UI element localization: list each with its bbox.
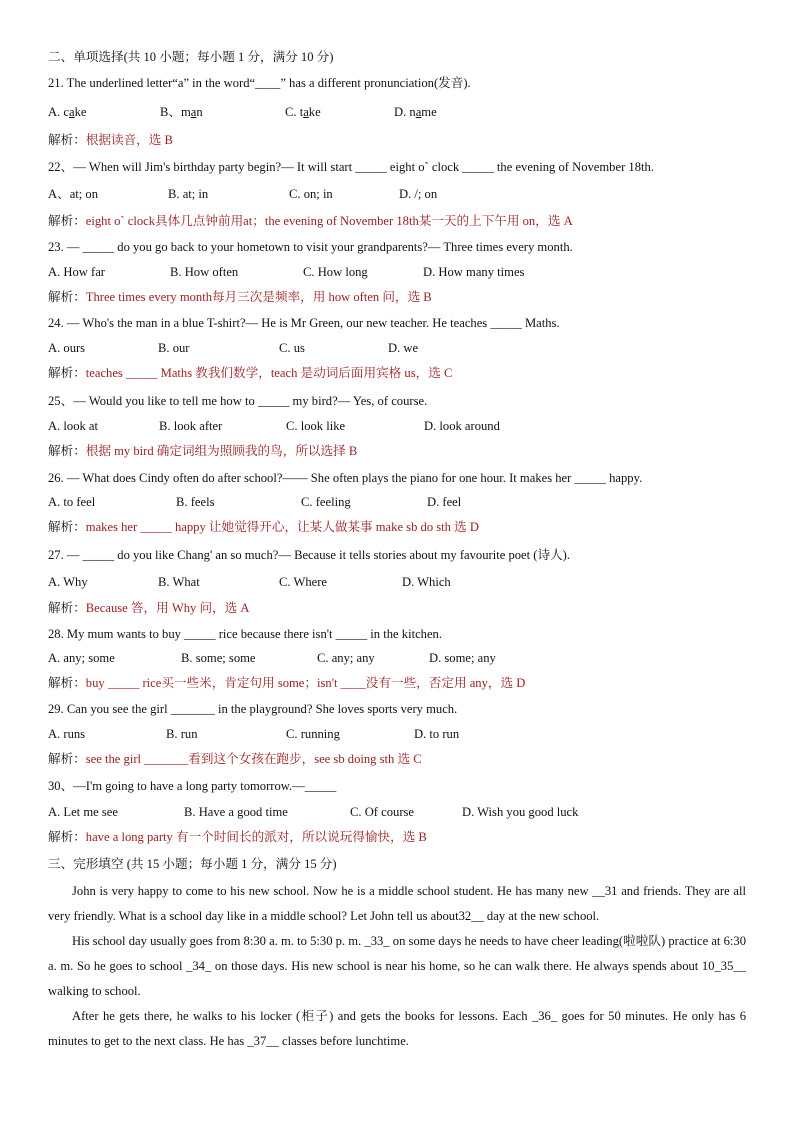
question-26-stem: 26. — What does Cindy often do after school?—— She often plays the piano for one hour. It makes her _____ happy. [48, 471, 643, 485]
option-b[interactable]: B、man [160, 105, 203, 119]
question-29-stem: 29. Can you see the girl _______ in the playground? She loves sports very much. [48, 702, 458, 716]
option-a[interactable]: A. ours [48, 341, 86, 355]
question-25-stem: 25、— Would you like to tell me how to _____ my bird?— Yes, of course. [48, 394, 428, 408]
option-b[interactable]: B. What [158, 575, 200, 589]
option-d[interactable]: D. Which [402, 575, 451, 589]
question-27-stem: 27. — _____ do you like Chang' an so much?— Because it tells stories about my favourite poet (诗人). [48, 548, 571, 562]
question-30-stem: 30、—I'm going to have a long party tomorrow.—_____ [48, 779, 337, 793]
option-a[interactable]: A. cake [48, 105, 87, 119]
option-a[interactable]: A. to feel [48, 495, 96, 509]
cloze-passage [48, 879, 746, 1054]
question-22-explanation: 解析：eight o` clock具体几点钟前用at；the evening of November 18th某一天的上下午用 on，选 A [48, 214, 573, 228]
option-c[interactable]: C. Where [279, 575, 328, 589]
question-28-stem: 28. My mum wants to buy _____ rice because there isn't _____ in the kitchen. [48, 627, 442, 641]
option-a[interactable]: A. any; some [48, 651, 115, 665]
option-c[interactable]: C. running [286, 727, 340, 741]
option-d[interactable]: D. Wish you good luck [462, 805, 579, 819]
question-23-stem: 23. — _____ do you go back to your hometown to visit your grandparents?— Three times every month. [48, 240, 573, 254]
question-21-explanation: 解析：根据读音，选 B [48, 133, 173, 147]
question-23-explanation: 解析：Three times every month每月三次是频率，用 how often 问，选 B [48, 290, 432, 304]
option-d[interactable]: D. look around [424, 419, 500, 433]
option-a[interactable]: A. Why [48, 575, 88, 589]
option-d[interactable]: D. name [394, 105, 437, 119]
option-c[interactable]: C. on; in [289, 187, 333, 201]
option-a[interactable]: A. runs [48, 727, 86, 741]
option-c[interactable]: C. How long [303, 265, 368, 279]
option-a[interactable]: A、at; on [48, 187, 99, 201]
option-a[interactable]: A. Let me see [48, 805, 118, 819]
option-c[interactable]: C. look like [286, 419, 346, 433]
option-d[interactable]: D. feel [427, 495, 462, 509]
question-27-explanation: 解析：Because 答，用 Why 问，选 A [48, 601, 250, 615]
question-26-explanation: 解析：makes her _____ happy 让她觉得开心，让某人做某事 make sb do sth 选 D [48, 520, 479, 534]
question-28-explanation: 解析：buy _____ rice买一些米，肯定句用 some；isn't ____没有一些，否定用 any，选 D [48, 676, 526, 690]
question-22-stem: 22、— When will Jim's birthday party begin?— It will start _____ eight o` clock _____ the evening of November 18th. [48, 160, 654, 174]
option-d[interactable]: D. some; any [429, 651, 496, 665]
passage-paragraph-2: His school day usually goes from 8:30 a. m. to 5:30 p. m. _33_ on some days he needs to have cheer leading(啦啦队) practice at 6:30 a. m. So he goes to school _34_ on those days. His new school is near his home, so he can walk there. He always spends about 10_35__ walking to school. [48, 934, 746, 998]
option-c[interactable]: C. us [279, 341, 305, 355]
question-25-explanation: 解析：根据 my bird 确定词组为照顾我的鸟，所以选择 B [48, 444, 358, 458]
option-b[interactable]: B. run [166, 727, 198, 741]
option-d[interactable]: D. we [388, 341, 419, 355]
question-29-explanation: 解析：see the girl _______看到这个女孩在跑步，see sb doing sth 选 C [48, 752, 422, 766]
option-b[interactable]: B. some; some [181, 651, 256, 665]
option-a[interactable]: A. look at [48, 419, 99, 433]
option-b[interactable]: B. our [158, 341, 190, 355]
question-24-stem: 24. — Who's the man in a blue T-shirt?— He is Mr Green, our new teacher. He teaches _____ Maths. [48, 316, 560, 330]
option-b[interactable]: B. at; in [168, 187, 209, 201]
option-a[interactable]: A. How far [48, 265, 106, 279]
option-d[interactable]: D. /; on [399, 187, 438, 201]
option-b[interactable]: B. Have a good time [184, 805, 288, 819]
option-c[interactable]: C. any; any [317, 651, 375, 665]
option-d[interactable]: D. to run [414, 727, 460, 741]
option-c[interactable]: C. take [285, 105, 321, 119]
question-21-stem: 21. The underlined letter“a” in the word“____” has a different pronunciation(发音). [48, 76, 471, 90]
question-30-explanation: 解析：have a long party 有一个时间长的派对，所以说玩得愉快，选 B [48, 830, 427, 844]
section-2-title: 二、单项选择(共 10 小题；每小题 1 分，满分 10 分) [48, 50, 334, 64]
option-b[interactable]: B. look after [159, 419, 223, 433]
option-c[interactable]: C. feeling [301, 495, 351, 509]
section-3-title: 三、完形填空 (共 15 小题；每小题 1 分，满分 15 分) [48, 857, 337, 871]
option-c[interactable]: C. Of course [350, 805, 415, 819]
question-24-explanation: 解析：teaches _____ Maths 教我们数学，teach 是动词后面用宾格 us，选 C [48, 366, 453, 380]
option-b[interactable]: B. How often [170, 265, 239, 279]
option-b[interactable]: B. feels [176, 495, 215, 509]
passage-paragraph-3: After he gets there, he walks to his locker (柜子) and gets the books for lessons. Each _36_ goes for 50 minutes. He only has 6 minutes to get to the next class. He has _37__ classes before lunchtime. [48, 1009, 746, 1048]
passage-paragraph-1: John is very happy to come to his new school. Now he is a middle school student. He has many new __31 and friends. They are all very friendly. What is a school day like in a middle school? Let John tell us about32__ day at the new school. [48, 884, 746, 923]
option-d[interactable]: D. How many times [423, 265, 525, 279]
